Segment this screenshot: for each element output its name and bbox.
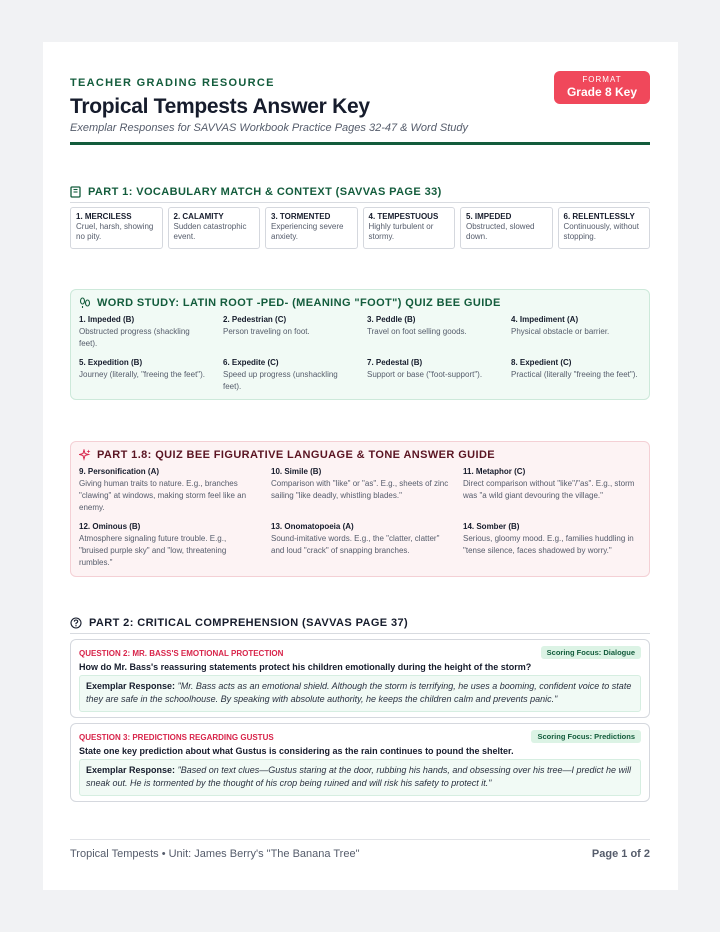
question-card [70, 723, 650, 802]
figurative-grid [79, 467, 641, 569]
list-item [463, 522, 641, 569]
item-def: Obstructed progress (shackling feet). [79, 327, 190, 348]
vocab-def: Sudden catastrophic event. [173, 222, 247, 241]
footer-unit: Tropical Tempests • Unit: James Berry's "The Banana Tree" [70, 848, 360, 860]
header-divider [70, 142, 650, 145]
question-heading: QUESTION 3: PREDICTIONS REGARDING GUSTUS [79, 733, 274, 742]
list-item [511, 315, 641, 350]
item-def: Person traveling on foot. [223, 327, 310, 336]
scoring-focus-badge: Scoring Focus: Dialogue [541, 646, 641, 659]
answer-key-page [43, 42, 678, 890]
part2-divider [70, 633, 650, 634]
list-item [79, 522, 257, 569]
page-subtitle: Exemplar Responses for SAVVAS Workbook Practice Pages 32-47 & Word Study [70, 122, 469, 134]
vocab-term: 3. TORMENTED [271, 212, 331, 221]
list-item [79, 358, 209, 393]
part2-title: PART 2: CRITICAL COMPREHENSION (SAVVAS PAGE 37) [89, 617, 409, 629]
item-def: Speed up progress (unshackling feet). [223, 370, 338, 391]
exemplar-response [79, 675, 641, 712]
item-term: 13. Onomatopoeia (A) [271, 522, 354, 531]
list-item [511, 358, 641, 393]
word-study-grid [79, 315, 641, 393]
vocab-card [558, 207, 651, 249]
vocab-term: 1. MERCILESS [76, 212, 132, 221]
footprints-icon [79, 297, 91, 309]
vocab-def: Highly turbulent or stormy. [368, 222, 434, 241]
badge-label: FORMAT [582, 75, 622, 84]
scoring-focus-badge: Scoring Focus: Predictions [531, 730, 641, 743]
vocab-term: 4. TEMPESTUOUS [368, 212, 439, 221]
vocab-def: Cruel, harsh, showing no pity. [76, 222, 154, 241]
vocab-card [168, 207, 261, 249]
item-def: Travel on foot selling goods. [367, 327, 467, 336]
question-text: How do Mr. Bass's reassuring statements protect his children emotionally during the height of the storm? [79, 662, 532, 672]
item-def: Atmosphere signaling future trouble. E.g., "bruised purple sky" and "low, threatening rumbles." [79, 534, 227, 567]
figurative-title: PART 1.8: QUIZ BEE FIGURATIVE LANGUAGE & TONE ANSWER GUIDE [97, 449, 496, 461]
list-item [463, 467, 641, 514]
list-item [367, 315, 497, 350]
item-def: Comparison with "like" or "as". E.g., sheets of zinc sailing "like deadly, whistling blades." [271, 479, 449, 500]
vocab-card [70, 207, 163, 249]
item-term: 11. Metaphor (C) [463, 467, 526, 476]
item-term: 10. Simile (B) [271, 467, 322, 476]
list-item [367, 358, 497, 393]
book-icon [70, 186, 81, 198]
part1-title: PART 1: VOCABULARY MATCH & CONTEXT (SAVVAS PAGE 33) [88, 186, 442, 198]
word-study-heading [79, 297, 501, 309]
item-term: 4. Impediment (A) [511, 315, 579, 324]
list-item [271, 467, 449, 514]
list-item [223, 315, 353, 350]
vocab-card [363, 207, 456, 249]
list-item [271, 522, 449, 569]
exemplar-response [79, 759, 641, 796]
item-def: Practical (literally "freeing the feet"). [511, 370, 638, 379]
item-def: Physical obstacle or barrier. [511, 327, 610, 336]
page-title: Tropical Tempests Answer Key [70, 95, 370, 118]
item-def: Support or base ("foot-support"). [367, 370, 483, 379]
item-term: 9. Personification (A) [79, 467, 160, 476]
vocab-term: 6. RELENTLESSLY [563, 212, 635, 221]
response-label: Exemplar Response: [86, 681, 176, 691]
word-study-title: WORD STUDY: LATIN ROOT -PED- (MEANING "FOOT") QUIZ BEE GUIDE [97, 297, 501, 309]
sparkle-icon [79, 449, 91, 461]
item-def: Direct comparison without "like"/"as". E.g., storm was "a wild giant devouring the village." [463, 479, 635, 500]
item-term: 2. Pedestrian (C) [223, 315, 287, 324]
item-def: Sound-imitative words. E.g., the "clatter, clatter" and loud "crack" of snapping branches. [271, 534, 440, 555]
figurative-language-panel [70, 441, 650, 577]
footer-divider [70, 839, 650, 840]
item-term: 12. Ominous (B) [79, 522, 141, 531]
part1-heading [70, 186, 442, 198]
page-number: Page 1 of 2 [591, 848, 650, 860]
response-text: "Based on text clues—Gustus staring at the door, rubbing his hands, and obsessing over his tree—I predict he will sneak out. He is tormented by the thought of his crop being ruined and will risk his safety to protect it." [86, 765, 632, 788]
part1-divider [70, 202, 650, 203]
word-study-panel [70, 289, 650, 400]
item-term: 3. Peddle (B) [367, 315, 416, 324]
item-def: Serious, gloomy mood. E.g., families huddling in "tense silence, faces shadowed by worry." [463, 534, 634, 555]
response-label: Exemplar Response: [86, 765, 176, 775]
item-term: 5. Expedition (B) [79, 358, 143, 367]
list-item [79, 315, 209, 350]
vocab-def: Obstructed, slowed down. [466, 222, 535, 241]
figurative-heading [79, 449, 495, 461]
vocab-card [460, 207, 553, 249]
format-badge [554, 71, 650, 104]
question-card [70, 639, 650, 718]
item-def: Journey (literally, "freeing the feet"). [79, 370, 206, 379]
part2-heading [70, 617, 408, 629]
list-item [79, 467, 257, 514]
response-text: "Mr. Bass acts as an emotional shield. Although the storm is terrifying, he uses a booming, confident voice to state they are safe in the schoolhouse. By speaking with absolute authority, he keeps the children calm and prevents panic." [86, 681, 632, 704]
item-term: 1. Impeded (B) [79, 315, 135, 324]
vocab-term: 5. IMPEDED [466, 212, 512, 221]
question-heading: QUESTION 2: MR. BASS'S EMOTIONAL PROTECTION [79, 649, 284, 658]
vocab-list [70, 207, 650, 249]
item-term: 6. Expedite (C) [223, 358, 279, 367]
list-item [223, 358, 353, 393]
item-def: Giving human traits to nature. E.g., branches "clawing" at windows, making storm feel like an enemy. [79, 479, 247, 512]
badge-value: Grade 8 Key [566, 85, 638, 99]
header-kicker: TEACHER GRADING RESOURCE [70, 77, 275, 89]
item-term: 7. Pedestal (B) [367, 358, 423, 367]
vocab-card [265, 207, 358, 249]
item-term: 14. Somber (B) [463, 522, 520, 531]
item-term: 8. Expedient (C) [511, 358, 572, 367]
question-circle-icon [70, 617, 82, 629]
vocab-def: Experiencing severe anxiety. [271, 222, 344, 241]
question-text: State one key prediction about what Gustus is considering as the rain continues to pound the shelter. [79, 746, 514, 756]
vocab-def: Continuously, without stopping. [563, 222, 639, 241]
vocab-term: 2. CALAMITY [173, 212, 224, 221]
